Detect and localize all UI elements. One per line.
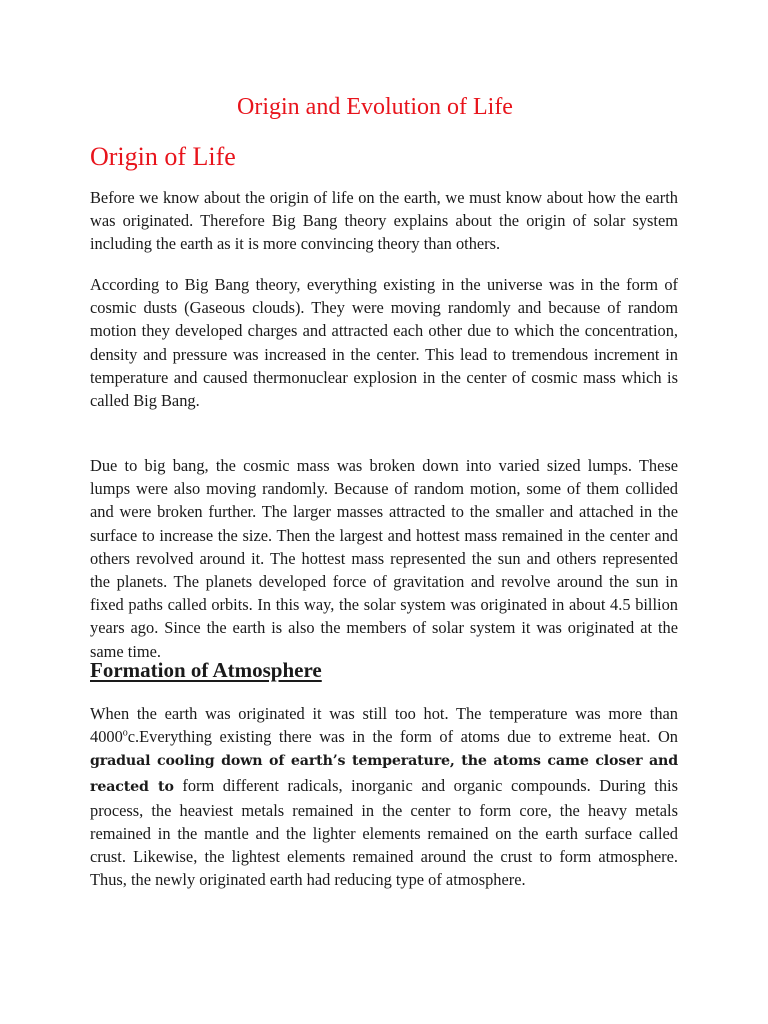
paragraph-3: Due to big bang, the cosmic mass was broken down into varied sized lumps. These lumps were also moving randomly. Because of random motion, some of them collided and were broken further. The larger masses attracted to the smaller and attached in the surface to increase the size. Then the largest and hottest mass remained in the center and others revolved around it. The hottest mass represented the sun and others represented the planets. The planets developed force of gravitation and revolve around the sun in fixed paths called orbits. In this way, the solar system was originated in about 4.5 billion years ago. Since the earth is also the members of solar system it was originated at the same time. xyxy=(90,456,678,661)
paragraph-2: According to Big Bang theory, everything existing in the universe was in the form of cosmic dusts (Gaseous clouds). They were moving randomly and because of random motion they developed charges and attracted each other due to which the concentration, density and pressure was increased in the center. This lead to tremendous increment in temperature and caused thermonuclear explosion in the center of cosmic mass which is called Big Bang. xyxy=(90,275,678,411)
section-heading-formation-of-atmosphere: Formation of Atmosphere xyxy=(90,658,322,682)
document-title: Origin and Evolution of Life xyxy=(237,94,513,120)
paragraph-4 xyxy=(90,702,678,892)
degree-superscript: o xyxy=(122,727,128,739)
paragraph-4-text-a: When the earth was originated it was still too hot. The temperature was more than 4000 xyxy=(90,704,678,747)
paragraph-4-text-b: c.Everything existing there was in the form of atoms due to extreme heat. On xyxy=(127,727,678,747)
paragraph-4-bold-text: gradual cooling down of earth’s temperature, the atoms came closer and reacted to xyxy=(90,753,678,795)
paragraph-4-text-c: form different radicals, inorganic and organic compounds. During this process, the heaviest metals remained in the center to form core, the heavy metals remained in the mantle and the lighter elements remained on the earth surface called crust. Likewise, the lightest elements remained around the crust to form atmosphere. Thus, the newly originated earth had reducing type of atmosphere. xyxy=(90,775,678,890)
paragraph-1: Before we know about the origin of life on the earth, we must know about how the earth was originated. Therefore Big Bang theory explains about the origin of solar system including the earth as it is more convincing theory than others. xyxy=(90,188,678,254)
section-heading-origin-of-life: Origin of Life xyxy=(90,142,236,171)
